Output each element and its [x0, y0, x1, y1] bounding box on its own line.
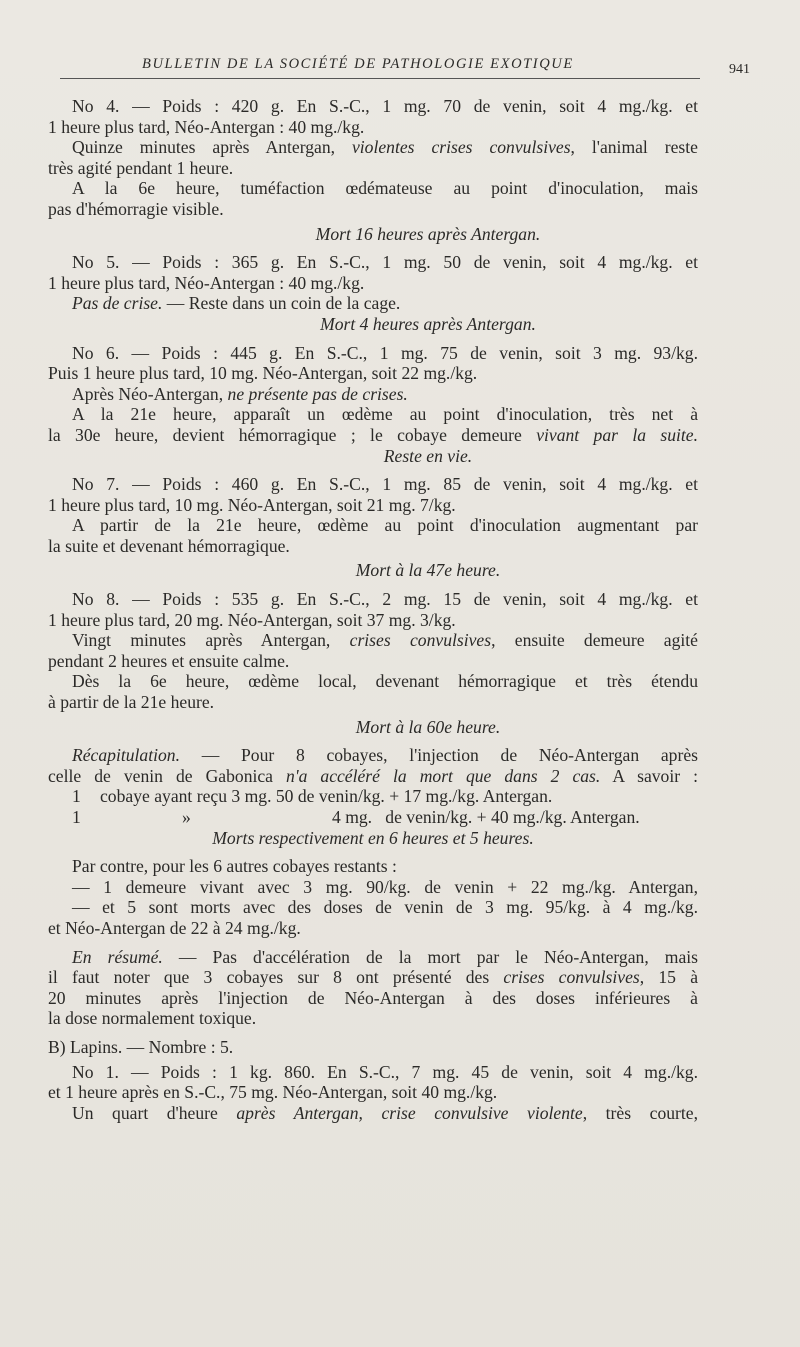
- n4-line-5: A la 6e heure, tuméfaction œdémateuse au point d'inoculation, mais: [72, 178, 698, 199]
- n5-line-1: No 5. — Poids : 365 g. En S.-C., 1 mg. 50 de venin, soit 4 mg./kg. et: [72, 252, 698, 273]
- n6-line-3: Après Néo-Antergan, ne présente pas de crises.: [72, 383, 408, 404]
- recap-line-1: Récapitulation. — Pour 8 cobayes, l'injection de Néo-Antergan après: [72, 745, 698, 766]
- n7-line-3: A partir de la 21e heure, œdème au point d'inoculation augmentant par: [72, 515, 698, 536]
- n6-line-5: la 30e heure, devient hémorragique ; le cobaye demeure vivant par la suite.: [48, 424, 699, 445]
- contre-line-1: Par contre, pour les 6 autres cobayes restants :: [72, 856, 397, 877]
- text-body: [48, 96, 698, 1123]
- n4-line-2: 1 heure plus tard, Néo-Antergan : 40 mg./kg.: [48, 116, 365, 137]
- n8-line-1: No 8. — Poids : 535 g. En S.-C., 2 mg. 15 de venin, soit 4 mg./kg. et: [72, 589, 698, 610]
- n4-line-6: pas d'hémorragie visible.: [48, 198, 224, 219]
- contre-line-3: — et 5 sont morts avec des doses de venin de 3 mg. 95/kg. à 4 mg./kg.: [72, 897, 698, 918]
- resume-line-2: il faut noter que 3 cobayes sur 8 ont présenté des crises convulsives, 15 à: [48, 967, 699, 988]
- recap-row-1: 1 cobaye ayant reçu 3 mg. 50 de venin/kg. + 17 mg./kg. Antergan.: [72, 786, 553, 807]
- contre-line-2: — 1 demeure vivant avec 3 mg. 90/kg. de venin + 22 mg./kg. Antergan,: [72, 876, 698, 897]
- page-number: 941: [729, 62, 750, 77]
- lapins-line-1: No 1. — Poids : 1 kg. 860. En S.-C., 7 mg. 45 de venin, soit 4 mg./kg.: [72, 1061, 698, 1082]
- n7-line-1: No 7. — Poids : 460 g. En S.-C., 1 mg. 85 de venin, soit 4 mg./kg. et: [72, 474, 698, 495]
- contre-line-4: et Néo-Antergan de 22 à 24 mg./kg.: [48, 917, 301, 938]
- n5-result: Mort 4 heures après Antergan.: [320, 313, 536, 334]
- lapins-line-2: et 1 heure après en S.-C., 75 mg. Néo-Antergan, soit 40 mg./kg.: [48, 1082, 498, 1103]
- n6-line-2: Puis 1 heure plus tard, 10 mg. Néo-Antergan, soit 22 mg./kg.: [48, 363, 478, 384]
- n7-result: Mort à la 47e heure.: [355, 560, 501, 581]
- n6-line-1: No 6. — Poids : 445 g. En S.-C., 1 mg. 75 de venin, soit 3 mg. 93/kg.: [72, 342, 698, 363]
- resume-line-3: 20 minutes après l'injection de Néo-Antergan à des doses inférieures à: [48, 987, 698, 1008]
- n4-line-4: très agité pendant 1 heure.: [48, 157, 234, 178]
- resume-line-1: En résumé. — Pas d'accélération de la mort par le Néo-Antergan, mais: [72, 946, 699, 967]
- header-rule: [60, 78, 700, 79]
- n5-line-3: Pas de crise. — Reste dans un coin de la cage.: [72, 293, 401, 314]
- n8-result: Mort à la 60e heure.: [355, 716, 501, 737]
- n7-line-2: 1 heure plus tard, 10 mg. Néo-Antergan, soit 21 mg. 7/kg.: [48, 494, 456, 515]
- n8-line-3: Vingt minutes après Antergan, crises convulsives, ensuite demeure agité: [72, 630, 698, 651]
- n8-line-2: 1 heure plus tard, 20 mg. Néo-Antergan, soit 37 mg. 3/kg.: [48, 609, 456, 630]
- recap-result: Morts respectivement en 6 heures et 5 heures.: [212, 827, 534, 848]
- n4-line-3: Quinze minutes après Antergan, violentes crises convulsives, l'animal reste: [72, 137, 698, 158]
- n8-line-6: à partir de la 21e heure.: [48, 692, 215, 713]
- n8-line-4: pendant 2 heures et ensuite calme.: [48, 650, 290, 671]
- recap-line-2: celle de venin de Gabonica n'a accéléré la mort que dans 2 cas. A savoir :: [48, 765, 699, 786]
- recap-row-2: 1 » 4 mg. de venin/kg. + 40 mg./kg. Antergan.: [72, 807, 640, 827]
- n6-result: Reste en vie.: [383, 445, 473, 466]
- n8-line-5: Dès la 6e heure, œdème local, devenant hémorragique et très étendu: [72, 671, 698, 692]
- n5-line-2: 1 heure plus tard, Néo-Antergan : 40 mg./kg.: [48, 272, 365, 293]
- lapins-heading: B) Lapins. — Nombre : 5.: [48, 1036, 234, 1057]
- n4-line-1: No 4. — Poids : 420 g. En S.-C., 1 mg. 70 de venin, soit 4 mg./kg. et: [72, 96, 698, 116]
- n7-line-4: la suite et devenant hémorragique.: [48, 535, 290, 556]
- running-title: BULLETIN DE LA SOCIÉTÉ DE PATHOLOGIE EXOTIQUE: [142, 56, 574, 72]
- lapins-line-3: Un quart d'heure après Antergan, crise convulsive violente, très courte,: [72, 1102, 698, 1123]
- page-header: [60, 52, 750, 82]
- n4-result: Mort 16 heures après Antergan.: [315, 223, 541, 244]
- resume-line-4: la dose normalement toxique.: [48, 1008, 257, 1029]
- n6-line-4: A la 21e heure, apparaît un œdème au point d'inoculation, très net à: [72, 404, 698, 425]
